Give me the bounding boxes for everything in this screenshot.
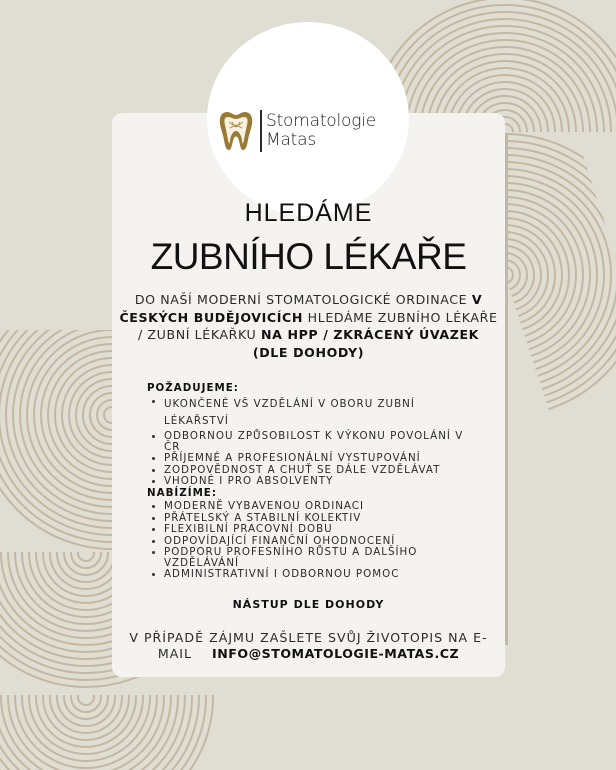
list-item: PODPORU PROFESNÍHO RŮSTU A DALŠÍHO VZDĚLÁVÁNÍ	[164, 547, 467, 568]
list-item: PŘÁTELSKÝ A STABILNÍ KOLEKTIV	[164, 513, 467, 524]
intro-text-2: HLEDÁME ZUBNÍHO LÉKAŘE / ZUBNÍ LÉKAŘKU	[137, 309, 498, 342]
list-item: MODERNĚ VYBAVENOU ORDINACI	[164, 501, 467, 512]
offer-title: NABÍZÍME:	[147, 487, 217, 499]
list-item: UKONČENÉ VŠ VZDĚLÁNÍ V OBORU ZUBNÍ LÉKAŘSTVÍ	[164, 396, 467, 430]
intro-contract-type: NA HPP / ZKRÁCENÝ ÚVAZEK (DLE DOHODY)	[252, 327, 480, 360]
list-item: ADMINISTRATIVNÍ I ODBORNOU POMOC	[164, 569, 467, 580]
list-item: ODPOVÍDAJÍCÍ FINANČNÍ OHODNOCENÍ	[164, 536, 467, 547]
requirements-title: POŽADUJEME:	[147, 382, 239, 394]
offer-section	[147, 487, 467, 581]
list-item: ODBORNOU ZPŮSOBILOST K VÝKONU POVOLÁNÍ V ČR	[164, 431, 467, 452]
list-item: FLEXIBILNÍ PRACOVNÍ DOBU	[164, 524, 467, 535]
brand-name-line1: Stomatologie	[266, 111, 377, 131]
contact-info	[112, 630, 505, 662]
offer-list	[147, 501, 467, 580]
list-item: VHODNÉ I PRO ABSOLVENTY	[164, 476, 467, 487]
contact-email-link[interactable]: INFO@STOMATOLOGIE-MATAS.CZ	[212, 646, 460, 661]
tooth-icon	[218, 110, 254, 152]
headline-small: HLEDÁME	[244, 199, 373, 227]
brand-name	[266, 112, 376, 150]
brand-logo	[218, 110, 376, 152]
list-item: ZODPOVĚDNOST A CHUŤ SE DÁLE VZDĚLÁVAT	[164, 465, 467, 476]
intro-text-1: DO NAŠÍ MODERNÍ STOMATOLOGICKÉ ORDINACE	[134, 292, 472, 307]
intro-location: V ČESKÝCH BUDĚJOVICÍCH	[119, 292, 483, 325]
start-date: NÁSTUP DLE DOHODY	[232, 598, 385, 611]
requirements-section	[147, 382, 467, 488]
headline-large: ZUBNÍHO LÉKAŘE	[150, 236, 467, 277]
contact-text: V PŘÍPADĚ ZÁJMU ZAŠLETE SVŮJ ŽIVOTOPIS NA E-MAIL	[129, 630, 488, 661]
requirements-list	[147, 396, 467, 487]
logo-divider	[260, 110, 262, 152]
brand-name-line2: Matas	[266, 130, 317, 150]
intro-paragraph	[118, 291, 499, 361]
list-item: PŘÍJEMNÉ A PROFESIONÁLNÍ VYSTUPOVÁNÍ	[164, 453, 467, 464]
